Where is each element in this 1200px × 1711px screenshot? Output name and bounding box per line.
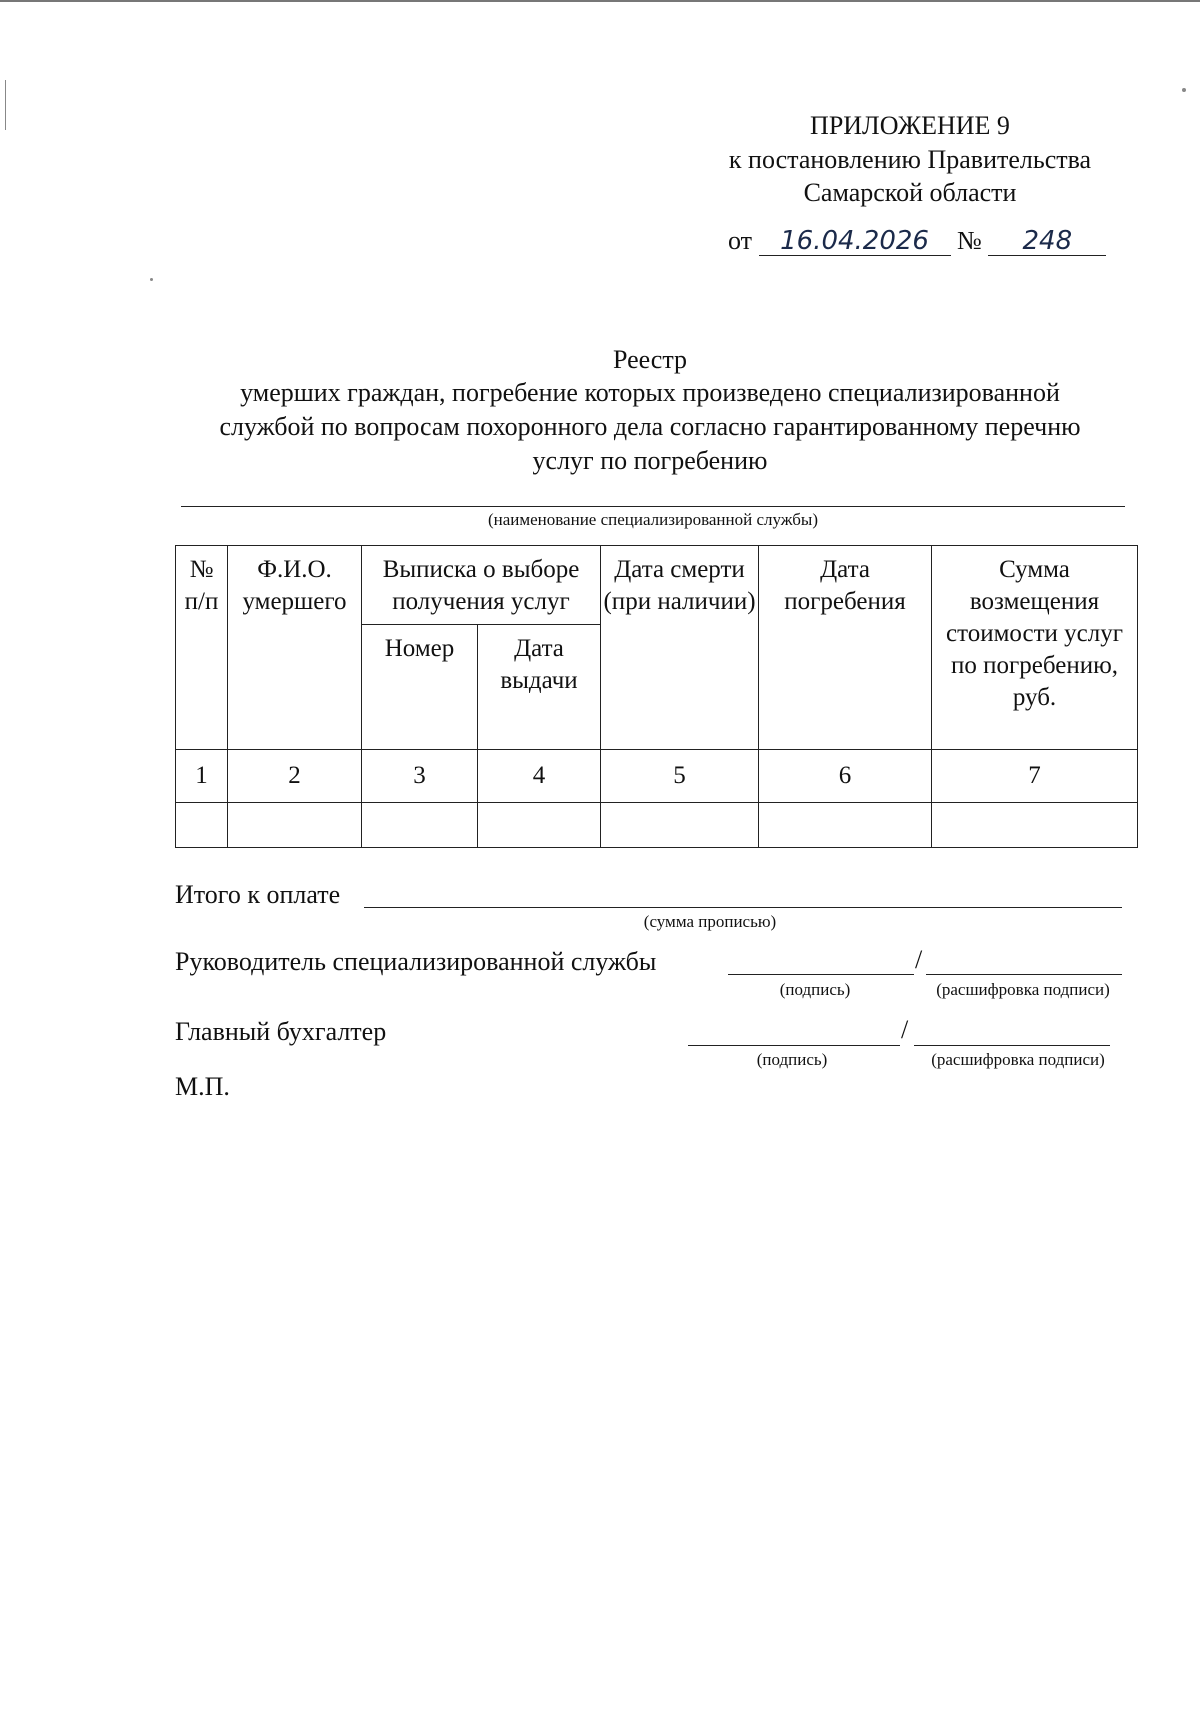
column-number: 4 xyxy=(478,750,601,803)
total-label: Итого к оплате xyxy=(175,880,341,909)
header-death-date: Дата смерти (при наличии) xyxy=(601,546,759,750)
total-caption: (сумма прописью) xyxy=(643,912,777,931)
column-number: 2 xyxy=(228,750,362,803)
table-header-row xyxy=(176,546,1138,625)
date-prefix: от xyxy=(728,226,753,255)
head-of-service-label: Руководитель специализированной службы xyxy=(175,947,657,976)
handwritten-number: 248 xyxy=(988,227,1106,256)
signature-slash: / xyxy=(901,1015,909,1044)
table-cell[interactable] xyxy=(362,803,478,848)
scan-speck xyxy=(1182,88,1186,92)
table-cell[interactable] xyxy=(759,803,932,848)
table-cell[interactable] xyxy=(176,803,228,848)
service-name-caption: (наименование специализированной службы) xyxy=(487,510,819,529)
header-reimbursement-sum: Сумма возмещения стоимости услуг по погребению, руб. xyxy=(932,546,1138,750)
accountant-signature-line[interactable] xyxy=(688,1045,900,1046)
table-cell[interactable] xyxy=(478,803,601,848)
table-row xyxy=(176,803,1138,848)
appendix-line-3: Самарской области xyxy=(803,178,1017,207)
accountant-decode-line[interactable] xyxy=(914,1045,1110,1046)
header-fio: Ф.И.О. умершего xyxy=(228,546,362,750)
head-decode-caption: (расшифровка подписи) xyxy=(936,980,1110,999)
scan-speck xyxy=(150,278,153,281)
appendix-title: ПРИЛОЖЕНИЕ 9 xyxy=(810,111,1010,140)
appendix-line-2: к постановлению Правительства xyxy=(728,145,1092,174)
table-cell[interactable] xyxy=(932,803,1138,848)
stamp-place: М.П. xyxy=(175,1072,230,1101)
header-extract-issue-date: Дата выдачи xyxy=(478,625,601,750)
head-signature-caption: (подпись) xyxy=(779,980,851,999)
chief-accountant-label: Главный бухгалтер xyxy=(175,1017,387,1046)
scan-top-edge xyxy=(0,0,1200,2)
document-subtitle-line-3: услуг по погребению xyxy=(532,446,768,475)
table-cell[interactable] xyxy=(228,803,362,848)
column-number: 3 xyxy=(362,750,478,803)
document-subtitle-line-2: службой по вопросам похоронного дела согласно гарантированному перечню xyxy=(219,412,1081,441)
total-amount-line[interactable] xyxy=(364,907,1122,908)
number-sign: № xyxy=(957,226,982,255)
header-extract-group: Выписка о выборе получения услуг xyxy=(362,546,601,625)
header-burial-date: Дата погребения xyxy=(759,546,932,750)
accountant-signature-caption: (подпись) xyxy=(756,1050,828,1069)
header-extract-number: Номер xyxy=(362,625,478,750)
head-decode-line[interactable] xyxy=(926,974,1122,975)
column-number: 6 xyxy=(759,750,932,803)
document-title: Реестр xyxy=(612,345,688,374)
header-number: № п/п xyxy=(176,546,228,750)
signature-slash: / xyxy=(915,945,923,974)
column-number: 5 xyxy=(601,750,759,803)
register-table xyxy=(175,545,1138,848)
scan-left-mark xyxy=(5,80,6,130)
handwritten-date: 16.04.2026 xyxy=(759,227,951,256)
column-number-row xyxy=(176,750,1138,803)
column-number: 7 xyxy=(932,750,1138,803)
table-cell[interactable] xyxy=(601,803,759,848)
column-number: 1 xyxy=(176,750,228,803)
service-name-line xyxy=(181,506,1125,507)
document-subtitle-line-1: умерших граждан, погребение которых произведено специализированной xyxy=(240,378,1060,407)
accountant-decode-caption: (расшифровка подписи) xyxy=(931,1050,1105,1069)
head-signature-line[interactable] xyxy=(728,974,914,975)
resolution-date-number xyxy=(728,226,1106,256)
